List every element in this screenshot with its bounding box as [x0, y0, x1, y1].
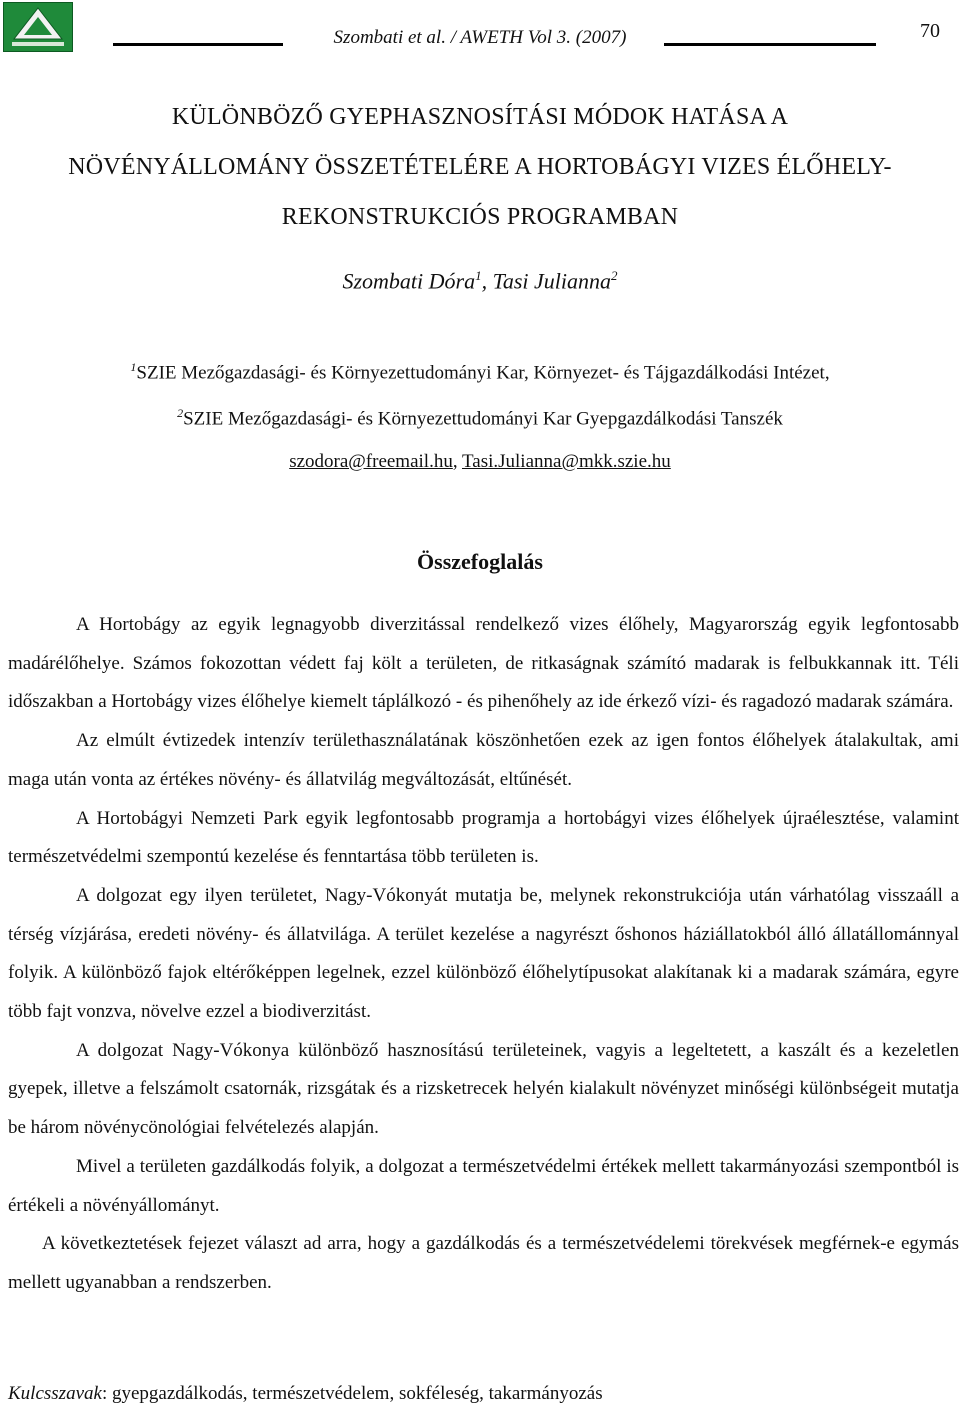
email-separator: ,	[452, 451, 462, 472]
abstract-paragraph: A Hortobágy az egyik legnagyobb diverzitással rendelkező vizes élőhely, Magyarország egyik legfontosabb madárélőhelye. Számos fokozottan védett faj költ a területen, de ritkaságnak számító madarak is felbukkannak itt. Téli időszakban a Hortobágy vizes élőhelye kiemelt táplálkozó - és pihenőhely az ide érkező vízi- és ragadozó madarak számára.	[8, 614, 959, 713]
author-affiliation-mark: 2	[611, 268, 618, 283]
running-header: Szombati et al. / AWETH Vol 3. (2007)	[333, 27, 627, 48]
email-link[interactable]: Tasi.Julianna@mkk.szie.hu	[462, 451, 671, 472]
abstract-paragraph: A dolgozat egy ilyen területet, Nagy-Vókonyát mutatja be, melynek rekonstrukciója után várhatólag visszaáll a térség vízjárása, eredeti növény- és állatvilága. A terület kezelése a nagyrészt őshonos háziállatokból álló állatállománnyal folyik. A különböző fajok eltérőképpen legelnek, ezzel különböző élőhelytípusokat alakítanak ki a madarak számára, egyre több fajt vonzva, növelve ezzel a biodiverzitást.	[8, 884, 959, 1023]
author-affiliation-mark: 1	[475, 268, 482, 283]
abstract-body	[8, 606, 959, 1303]
affiliation-text: SZIE Mezőgazdasági- és Környezettudományi Kar, Környezet- és Tájgazdálkodási Intézet,	[136, 362, 830, 384]
affiliation-text: SZIE Mezőgazdasági- és Környezettudományi Kar Gyepgazdálkodási Tanszék	[183, 408, 783, 430]
affiliation-2	[0, 406, 960, 430]
author-list	[0, 268, 960, 294]
abstract-heading: Összefoglalás	[417, 549, 543, 574]
abstract-paragraph: Mivel a területen gazdálkodás folyik, a dolgozat a természetvédelmi értékek mellett takarmányozási szempontból is értékeli a növényállományt.	[8, 1155, 959, 1216]
abstract-paragraph: Az elmúlt évtizedek intenzív területhasználatának köszönhetően ezek az igen fontos élőhelyek átalakultak, ami maga után vonta az értékes növény- és állatvilág megváltozását, eltűnését.	[8, 730, 959, 790]
contact-emails	[0, 451, 960, 473]
email-link[interactable]: szodora@freemail.hu	[289, 451, 453, 472]
abstract-paragraph: A következtetések fejezet választ ad arra, hogy a gazdálkodás és a természetvédelemi törekvések megférnek-e egymás mellett ugyanabban a rendszerben.	[8, 1233, 959, 1293]
title-line: REKONSTRUKCIÓS PROGRAMBAN	[281, 204, 679, 230]
abstract-paragraph: A dolgozat Nagy-Vókonya különböző hasznosítású területeinek, vagyis a legeltetett, a kaszált és a kezeletlen gyepek, illetve a felszámolt csatornák, rizsgátak és a rizsketrecek helyén kialakult növényzet minőségi különbségeit mutatja be három növénycönológiai felvételezés alapján.	[8, 1039, 959, 1139]
title-line: NÖVÉNYÁLLOMÁNY ÖSSZETÉTELÉRE A HORTOBÁGYI VIZES ÉLŐHELY-	[68, 154, 892, 180]
paper-title	[0, 92, 960, 242]
keywords-colon: :	[101, 1383, 112, 1404]
keywords-label: Kulcsszavak	[8, 1383, 102, 1404]
affiliation-mark: 1	[130, 360, 137, 374]
affiliation-mark: 2	[177, 406, 184, 420]
affiliation-1	[0, 360, 960, 384]
author-name: Szombati Dóra	[342, 268, 476, 294]
abstract-paragraph: A Hortobágyi Nemzeti Park egyik legfontosabb programja a hortobágyi vizes élőhelyek újraélesztése, valamint természetvédelmi szempontú kezelése és fenntartása több területen is.	[8, 807, 959, 868]
title-line: KÜLÖNBÖZŐ GYEPHASZNOSÍTÁSI MÓDOK HATÁSA A	[171, 104, 789, 130]
keywords-text: gyepgazdálkodás, természetvédelem, sokféleség, takarmányozás	[111, 1383, 603, 1404]
author-separator: ,	[481, 268, 493, 294]
page-number: 70	[920, 20, 940, 42]
author-name: Tasi Julianna	[492, 268, 611, 294]
header-rule-right	[664, 43, 876, 46]
keywords	[8, 1383, 959, 1405]
